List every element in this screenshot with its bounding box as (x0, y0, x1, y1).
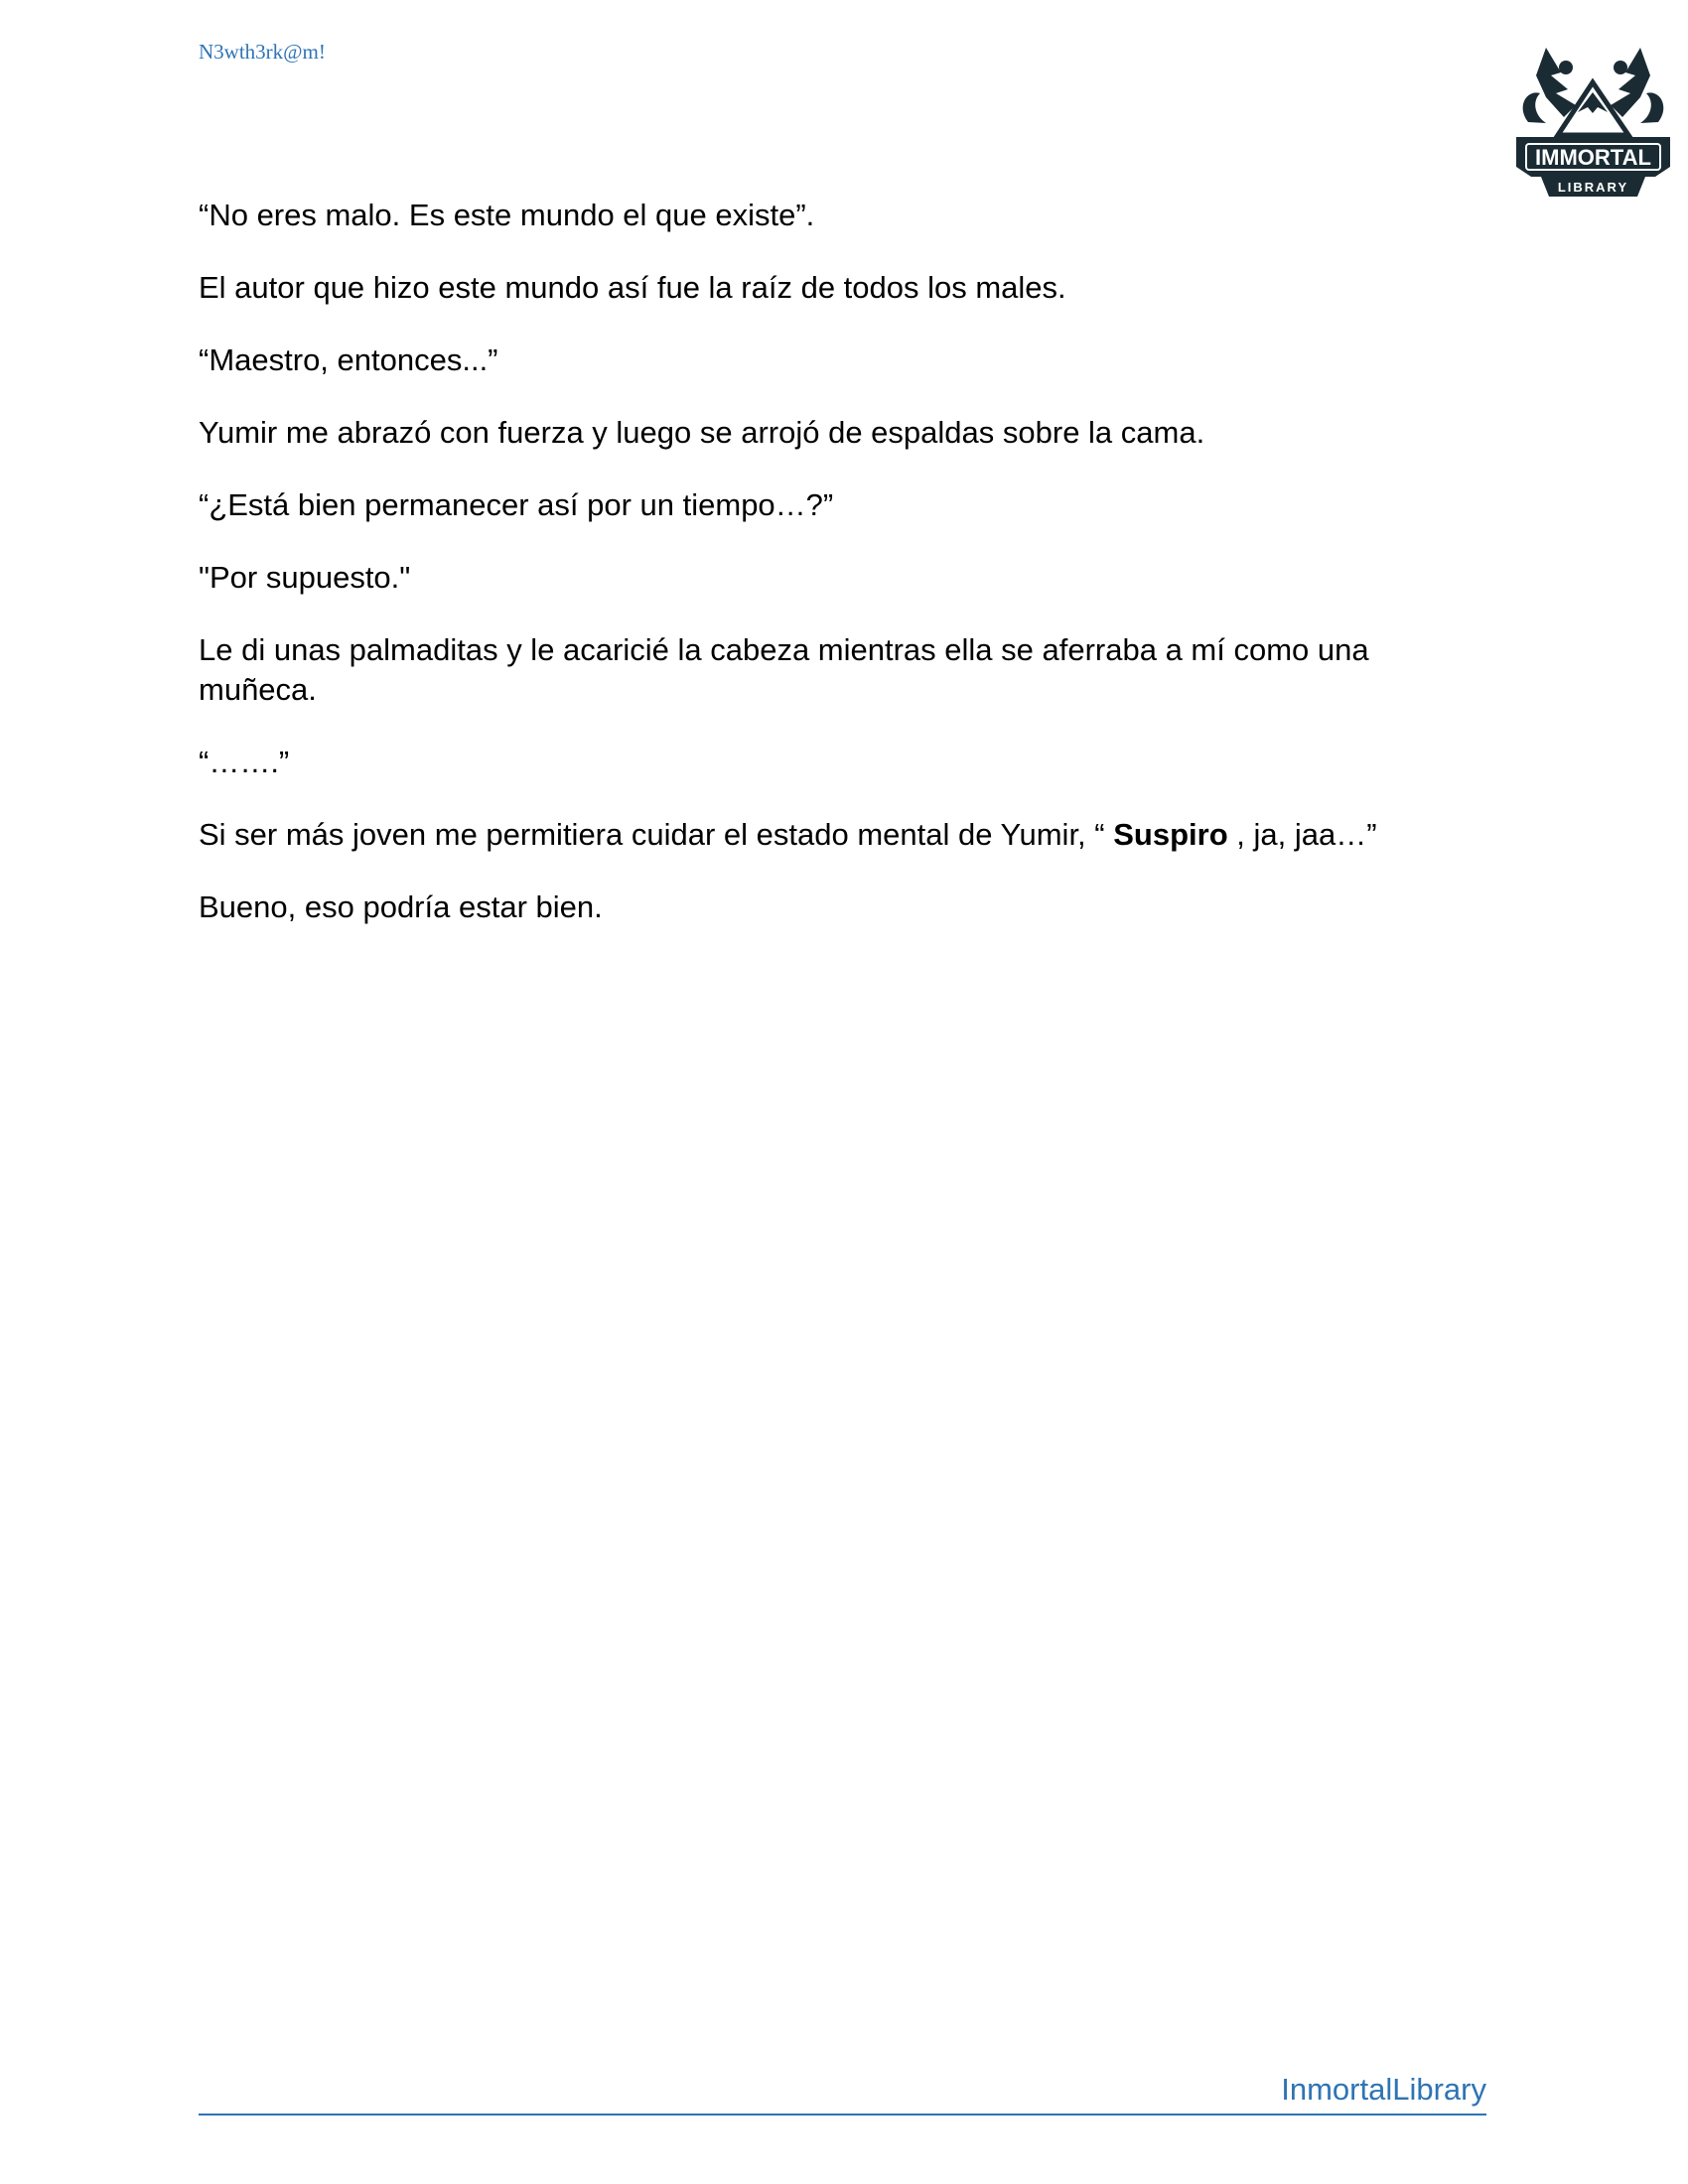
paragraph: “No eres malo. Es este mundo el que existe”. (199, 198, 815, 232)
translator-credit: N3wth3rk@m! (199, 40, 326, 64)
logo-subtitle: LIBRARY (1557, 180, 1629, 195)
sigh-paragraph-start: Si ser más joven me permitiera cuidar el estado mental de Yumir, “ (199, 817, 1114, 852)
logo-title: IMMORTAL (1535, 145, 1651, 170)
paragraph: El autor que hizo este mundo así fue la raíz de todos los males. (199, 270, 1066, 305)
paragraph: "Por supuesto." (199, 560, 411, 595)
sigh-paragraph (199, 815, 1489, 855)
paragraph: “…….” (199, 745, 290, 779)
footer-site-link[interactable]: InmortalLibrary (1281, 2072, 1486, 2107)
footer-divider (199, 2114, 1486, 2116)
sigh-paragraph-end: , ja, jaa…” (1227, 817, 1377, 852)
sigh-word: Suspiro (1113, 817, 1228, 852)
paragraph: “Maestro, entonces...” (199, 342, 498, 377)
chapter-body (199, 196, 1489, 960)
dragon-crest-icon (1506, 28, 1680, 211)
paragraph: Yumir me abrazó con fuerza y luego se arrojó de espaldas sobre la cama. (199, 415, 1205, 450)
immortal-library-logo (1506, 28, 1680, 211)
paragraph: Le di unas palmaditas y le acaricié la cabeza mientras ella se aferraba a mí como una muñeca. (199, 632, 1369, 707)
paragraph: “¿Está bien permanecer así por un tiempo…?” (199, 487, 834, 522)
final-paragraph: Bueno, eso podría estar bien. (199, 889, 603, 924)
